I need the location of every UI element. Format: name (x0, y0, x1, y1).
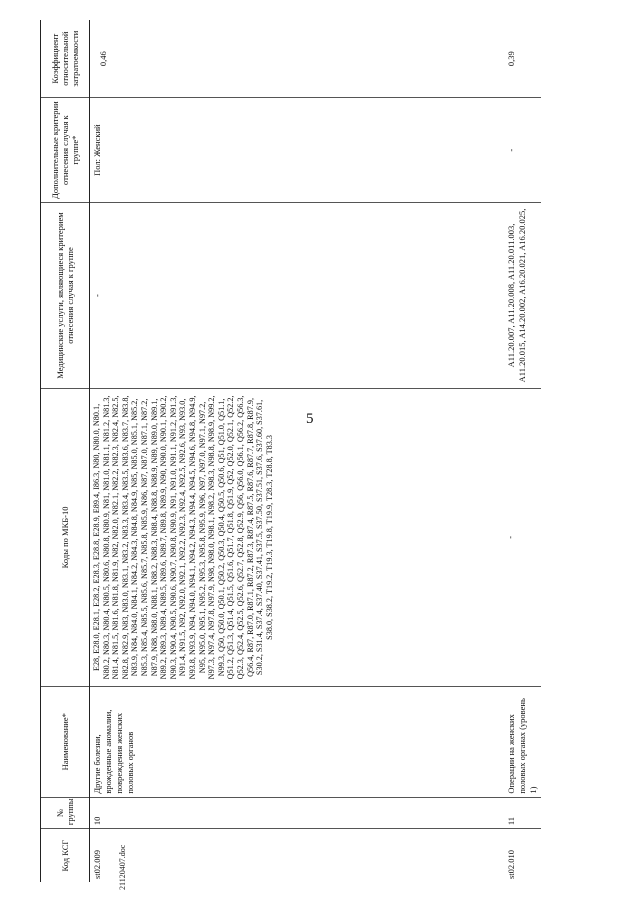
cell-medical-services: - (90, 203, 501, 389)
table-row (90, 20, 501, 882)
header-coefficient: Коэффициент относительной затратоемкости (41, 20, 90, 98)
cell-code: st02.009 (92, 849, 102, 879)
cell-name: Операции на женских половых органах (уровень 1) (500, 686, 541, 797)
page-number: 5 (306, 411, 314, 427)
cell-extra-criteria: Пол: Женский (90, 98, 501, 203)
cell-extra-criteria: - (500, 98, 541, 203)
header-extra-criteria: Дополнительные критерии отнесения случая к группе* (41, 98, 90, 203)
header-group-number: № группы (41, 797, 90, 829)
cell-code: st02.010 (506, 849, 516, 879)
table-header-row (41, 20, 90, 882)
cell-coefficient: 0,46 (90, 20, 501, 98)
rotated-table-sheet (40, 20, 620, 882)
cell-mkb-codes: - (500, 389, 541, 687)
document-footer: 21120407.doc (118, 844, 127, 890)
cell-medical-services: A11.20.007, A11.20.008, A11.20.011.003, A11.20.015, A14.20.002, A16.20.021, A16.20.025, (500, 203, 541, 389)
cell-mkb-codes: E28, E28.0, E28.1, E28.2, E28.3, E28.8, E28.9, E89.4, I86.3, N80, N80.0, N80.1, N80.2, N80.3, N80.4, N80.5, N80.6, N80.8, N80.9, N81, N81.0, N81.1, N81.2, N81.3, N81.4, N81.5, N81.6, N81.8, N81.9, N82, N82.0, N82.1, N82.2, N82.3, N82.4, N82.5, N82.8, N82.9, N83, N83.0, N83.1, N83.2, N83.3, N83.4, N83.5, N83.6, N83.7, N83.8, N83.9, N84, N84.0, N84.1, N84.2, N84.3, N84.8, N84.9, N85, N85.0, N85.1, N85.2, N85.3, N85.4, N85.5, N85.6, N85.7, N85.8, N85.9, N86, N87, N87.0, N87.1, N87.2, N87.9, N88, N88.0, N88.1, N88.2, N88.3, N88.4, N88.8, N88.9, N89, N89.0, N89.1, N89.2, N89.3, N89.4, N89.5, N89.6, N89.7, N89.8, N89.9, N90, N90.0, N90.1, N90.2, N90.3, N90.4, N90.5, N90.6, N90.7, N90.8, N90.9, N91, N91.0, N91.1, N91.2, N91.3, N91.4, N91.5, N92, N92.0, N92.1, N92.2, N92.3, N92.4, N92.5, N92.6, N93, N93.0, N93.8, N93.9, N94, N94.0, N94.1, N94.2, N94.3, N94.4, N94.5, N94.6, N94.8, N94.9, N95, N95.0, N95.1, N95.2, N95.3, N95.8, N95.9, N96, N97, N97.0, N97.1, N97.2, N97.3, N97.4, N97.8, N97.9, N98, N98.0, N98.1, N98.2, N98.3, N98.8, N98.9, N99.2, N99.3, Q50, Q50.0, Q50.1, Q50.2, Q50.3, Q50.4, Q50.5, Q50.6, Q51, Q51.0, Q51.1, Q51.2, Q51.3, Q51.4, Q51.5, Q51.6, Q51.7, Q51.8, Q51.9, Q52, Q52.0, Q52.1, Q52.2, Q52.3, Q52.4, Q52.5, Q52.6, Q52.7, Q52.8, Q52.9, Q56, Q56.0, Q56.1, Q56.2, Q56.3, Q56.4, R87, R87.0, R87.1, R87.2, R87.3, R87.4, R87.5, R87.6, R87.7, R87.8, R87.9, S30.2, S31.4, S37.4, S37.40, S37.41, S37.5, S37.50, S37.51, S37.6, S37.60, S37.61, S38.0, S38.2, T19.2, T19.3, T19.8, T19.9, T28.3, T28.8, T83.3 (90, 389, 501, 687)
cell-name: Другие болезни, врожденные аномалии, повреждения женских половых органов (90, 686, 501, 797)
ksg-table (40, 20, 541, 882)
table-row (500, 20, 541, 882)
header-code: Код КСГ (41, 829, 90, 882)
cell-group-number: 11 (500, 797, 541, 829)
header-mkb-codes: Коды по МКБ-10 (41, 389, 90, 687)
header-medical-services: Медицинские услуги, являющиеся критерием отнесения случая к группе (41, 203, 90, 389)
header-name: Наименование* (41, 686, 90, 797)
cell-coefficient: 0,39 (500, 20, 541, 98)
cell-group-number: 10 (90, 797, 501, 829)
